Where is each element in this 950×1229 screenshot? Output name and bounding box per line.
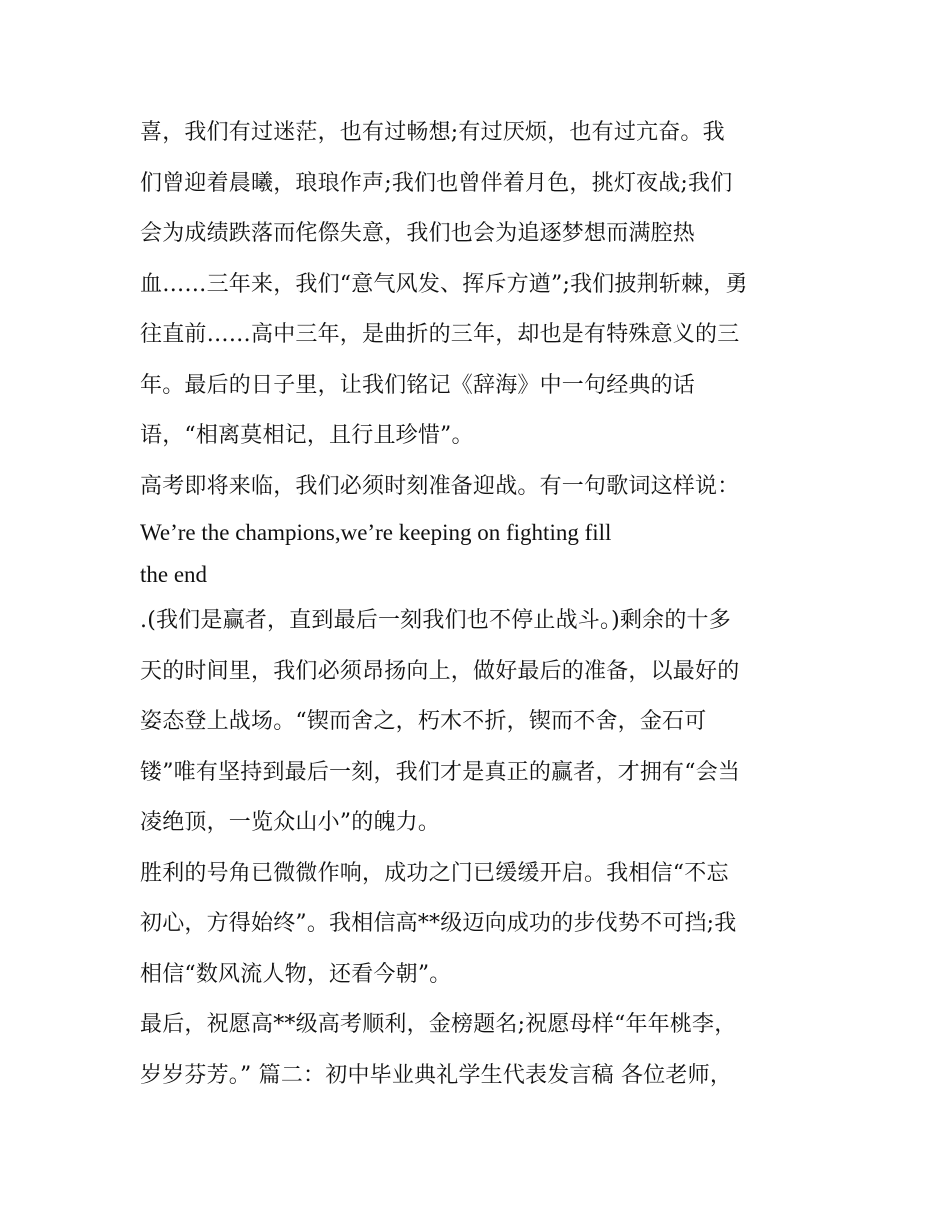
text-line: .(我们是赢者，直到最后一刻我们也不停止战斗。)剩余的十多 [140, 608, 731, 633]
text-line: 镂”唯有坚持到最后一刻，我们才是真正的赢者，才拥有“会当 [140, 759, 741, 785]
text-line: 们曾迎着晨曦，琅琅作声;我们也曾伴着月色，挑灯夜战;我们 [140, 170, 733, 196]
text-line: 高考即将来临，我们必须时刻准备迎战。有一句歌词这样说： [140, 473, 740, 499]
document-body [140, 108, 820, 1101]
english-lyric-line: the end [140, 562, 208, 587]
text-line: 喜，我们有过迷茫，也有过畅想;有过厌烦，也有过亢奋。我 [140, 120, 725, 145]
text-line: 胜利的号角已微微作响，成功之门已缓缓开启。我相信“不忘 [140, 860, 729, 886]
text-line: 血……三年来，我们“意气风发、挥斥方遒”;我们披荆斩棘，勇 [140, 271, 748, 297]
text-line: 岁岁芬芳。” 篇二：初中毕业典礼学生代表发言稿 各位老师， [140, 1062, 733, 1088]
text-line: 凌绝顶，一览众山小”的魄力。 [140, 810, 441, 835]
text-line: 最后，祝愿高**级高考顺利，金榜题名;祝愿母样“年年桃李， [140, 1012, 737, 1037]
text-line: 语，“相离莫相记，且行且珍惜”。 [140, 423, 474, 448]
text-line: 相信“数风流人物，还看今朝”。 [140, 961, 452, 987]
text-line: 天的时间里，我们必须昂扬向上，做好最后的准备，以最好的 [140, 658, 740, 684]
text-line: 会为成绩跌落而侘傺失意，我们也会为追逐梦想而满腔热 [140, 221, 696, 246]
english-lyric-line: We’re the champions,we’re keeping on fighting fill [140, 520, 612, 545]
text-line: 初心，方得始终”。我相信高**级迈向成功的步伐势不可挡;我 [140, 911, 737, 936]
text-line: 往直前……高中三年，是曲折的三年，却也是有特殊意义的三 [140, 322, 740, 347]
text-line: 姿态登上战场。“锲而舍之，朽木不折，锲而不舍，金石可 [140, 709, 707, 734]
text-line: 年。最后的日子里，让我们铭记《辞海》中一句经典的话 [140, 372, 696, 398]
